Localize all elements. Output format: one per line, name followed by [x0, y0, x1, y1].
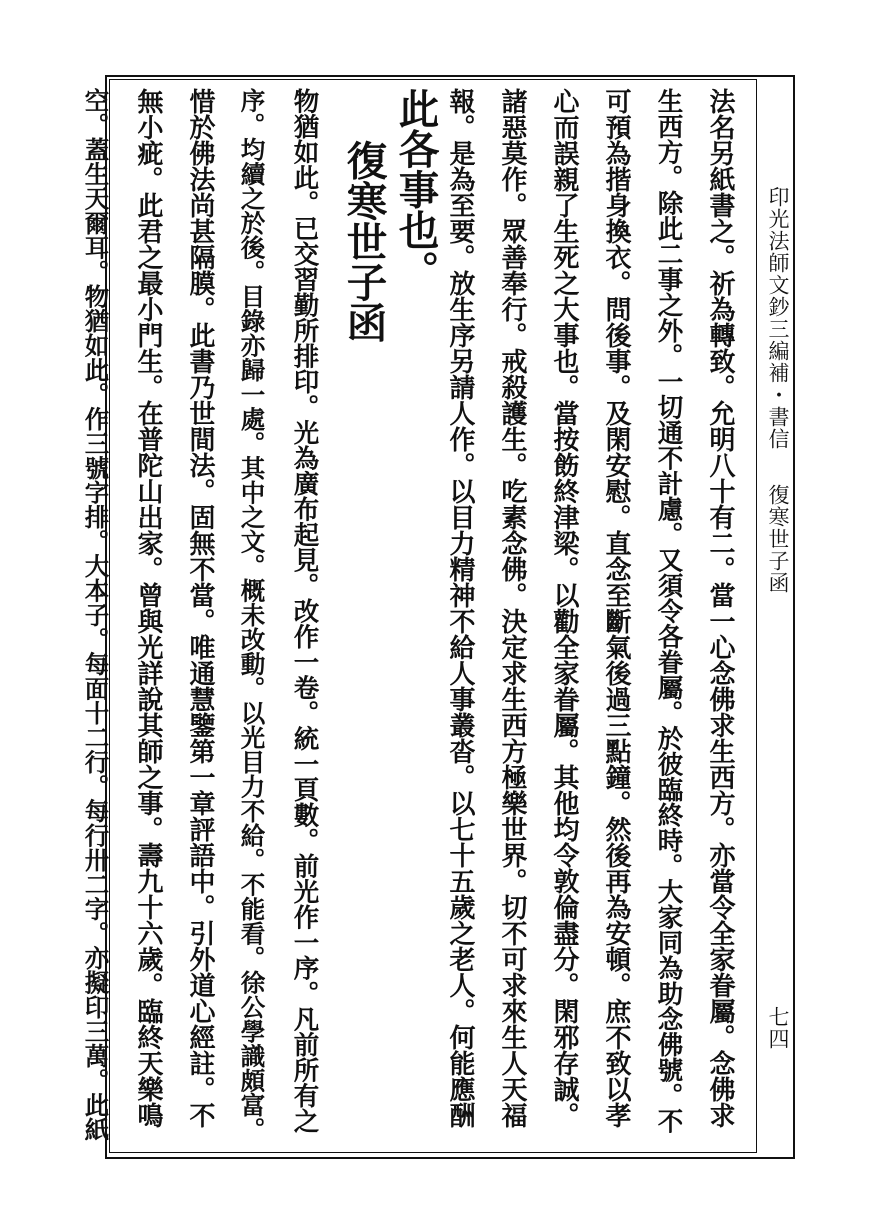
letter-heading: 復寒世子函 [339, 140, 388, 343]
text-column: 惜於佛法尚甚隔膜。此書乃世間法。固無不當。唯通慧鑒第一章評語中。引外道心經註。不 [185, 88, 215, 1128]
text-column: 法名另紙書之。祈為轉致。允明八十有二。當一心念佛求生西方。亦當令全家眷屬。念佛求 [705, 88, 735, 1128]
text-column: 心而誤親了生死之大事也。當按飭終津梁。以勸全家眷屬。其他均令敦倫盡分。閑邪存誠。 [549, 88, 579, 1128]
text-column: 物猶如此。已交習勤所排印。光為廣布起見。改作一卷。統一頁數。前光作一序。凡前所有之 [289, 88, 320, 1134]
page-number: 七四 [766, 1006, 790, 1050]
text-column: 此各事也。 [391, 88, 440, 291]
text-column: 空。蓋生天爾耳。物猶如此。作三號字排。大本子。每面十二行。每行卅二字。亦擬印三萬。此紙 [81, 88, 111, 1142]
text-column: 報。是為至要。放生序另請人作。以目力精神不給人事叢沓。以七十五歲之老人。何能應酬 [445, 88, 475, 1128]
running-header-book-title: 印光法師文鈔三編補・書信 [766, 186, 790, 450]
text-column: 無小疵。此君之最小門生。在普陀山出家。曾與光詳說其師之事。壽九十六歲。臨終天樂鳴 [133, 88, 163, 1128]
text-column: 諸惡莫作。眾善奉行。戒殺護生。吃素念佛。決定求生西方極樂世界。切不可求來生人天福 [497, 88, 527, 1128]
running-header-letter-title: 復寒世子函 [766, 484, 790, 594]
text-column: 生西方。除此二事之外。一切通不計慮。又須令各眷屬。於彼臨終時。大家同為助念佛號。不 [653, 88, 684, 1134]
text-column: 可預為揩身換衣。問後事。及閑安慰。直念至斷氣後過三點鐘。然後再為安頓。庶不致以孝 [601, 88, 631, 1128]
text-column: 序。均續之於後。目錄亦歸一處。其中之文。概未改動。以光目力不給。不能看。徐公學識頗富。 [237, 88, 267, 1142]
